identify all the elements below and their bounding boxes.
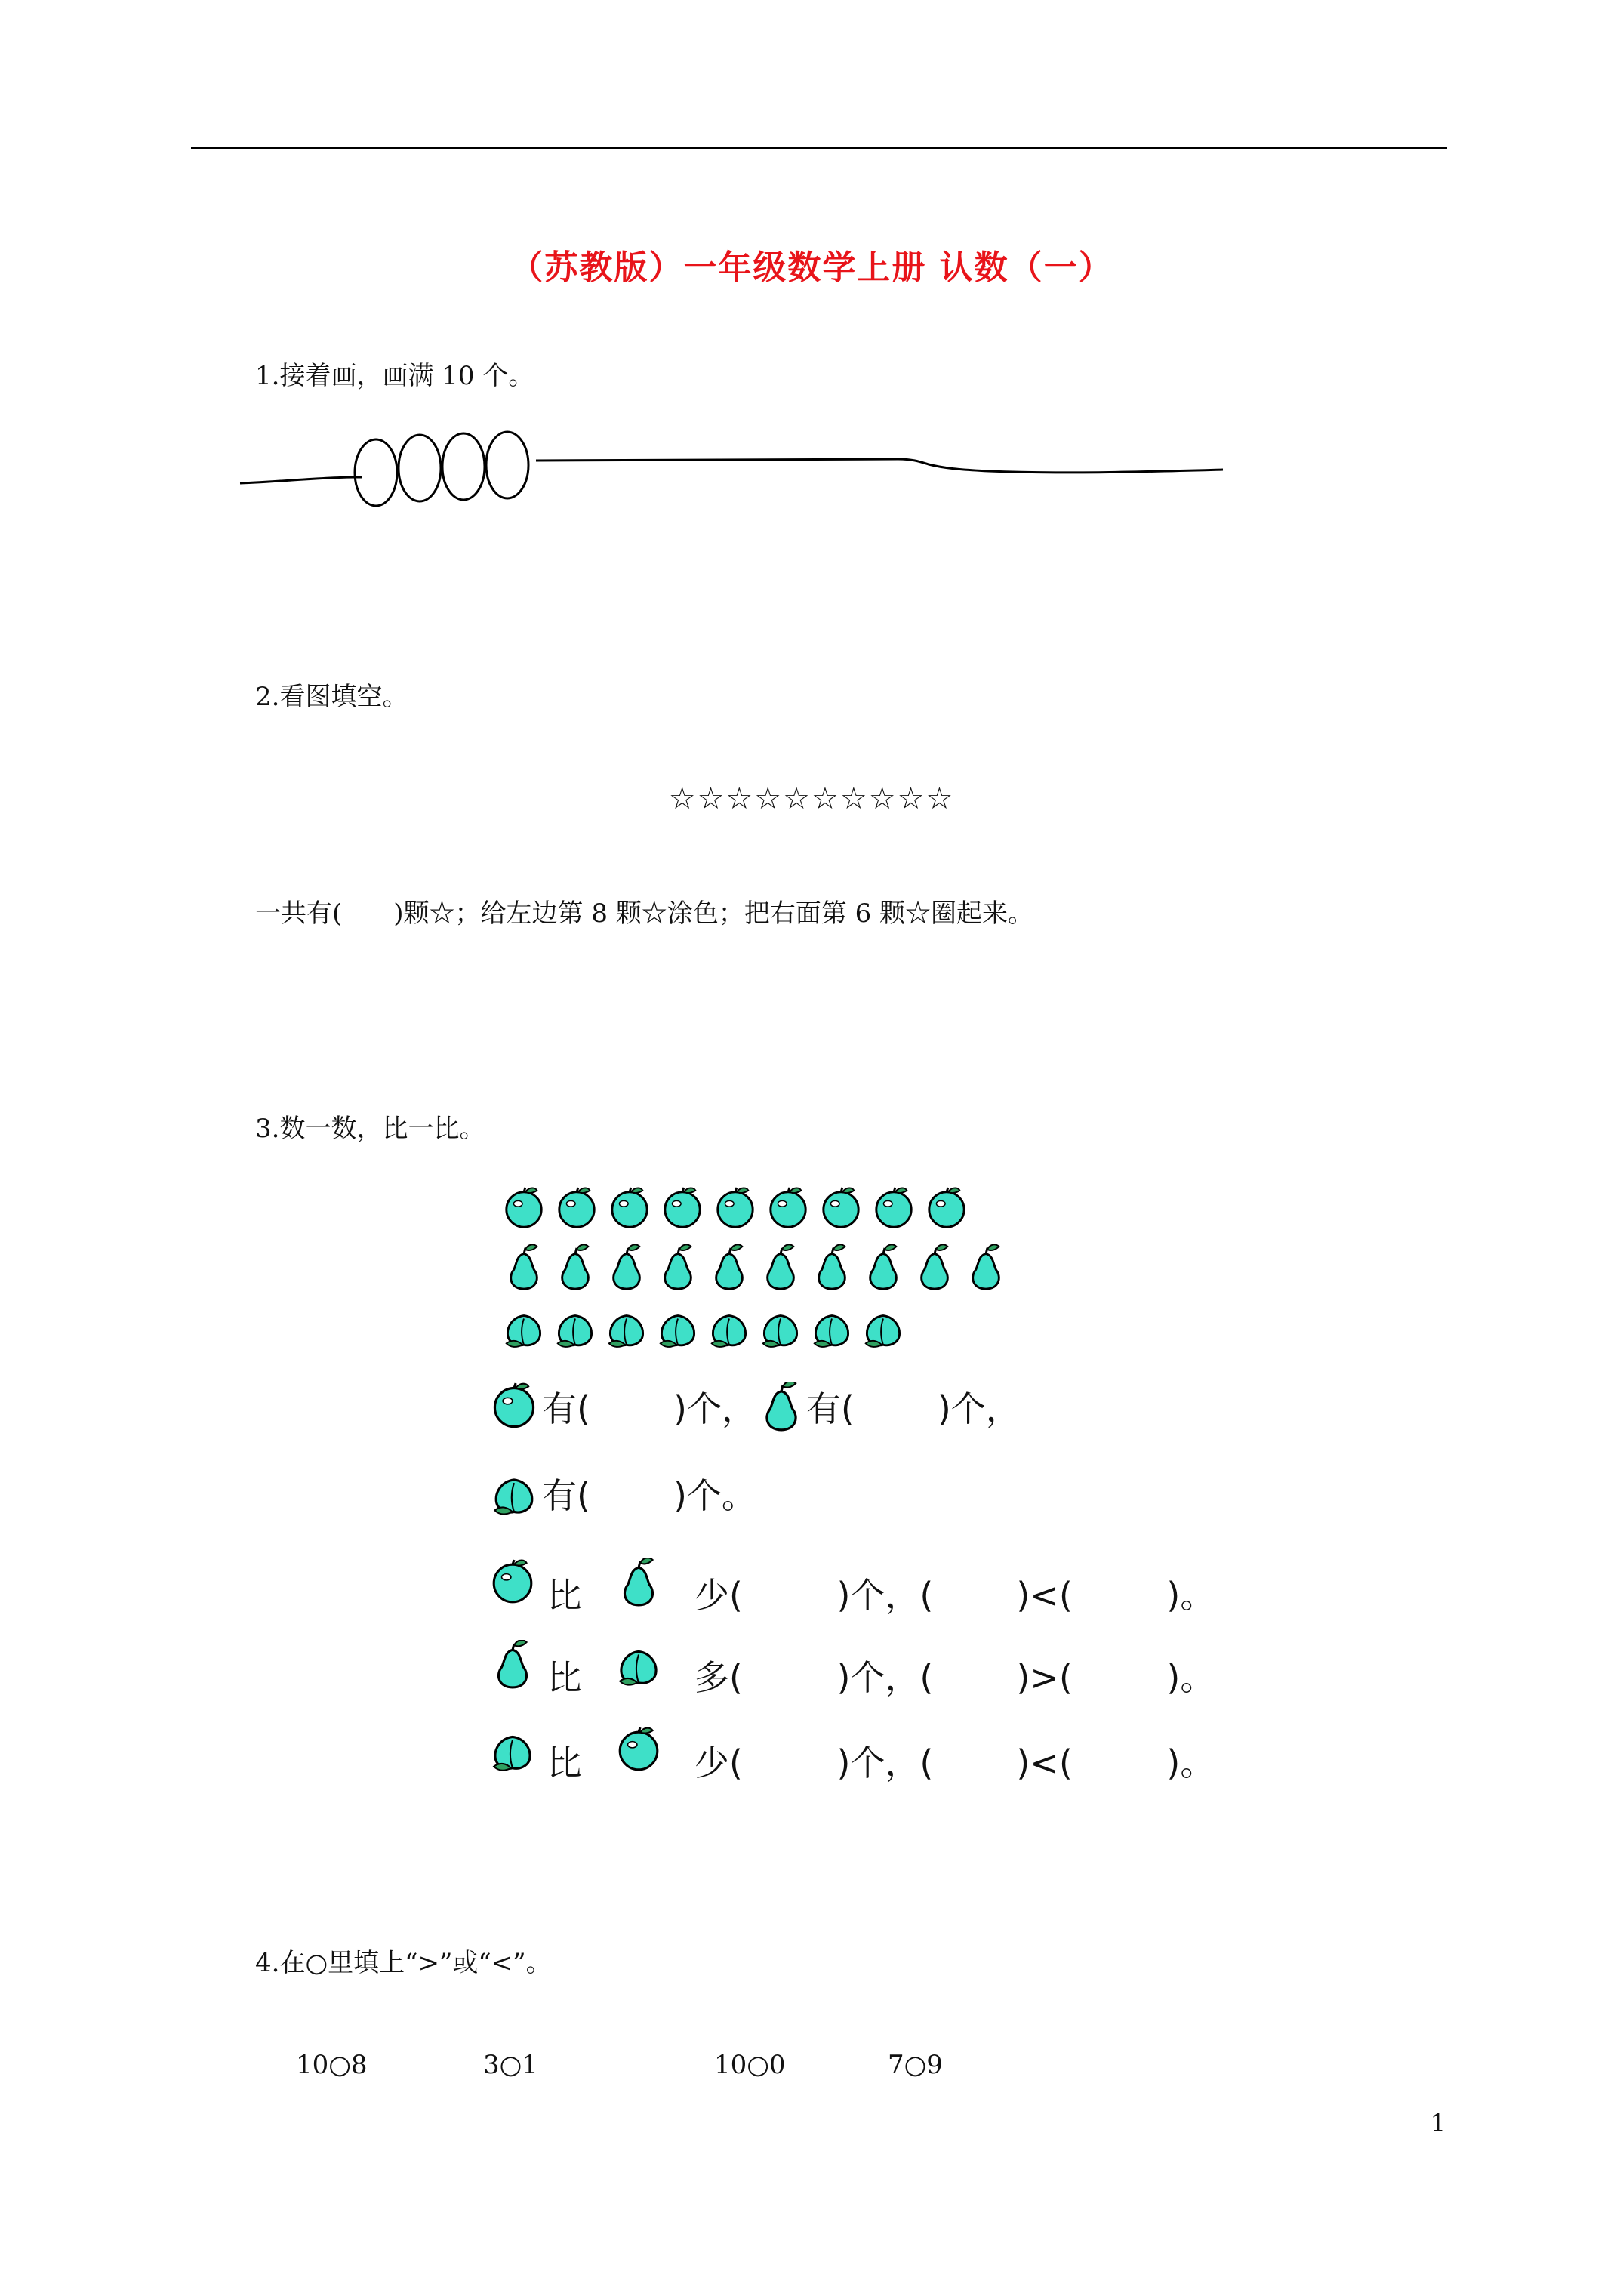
apple-icon (713, 1185, 757, 1232)
pear-icon (605, 1244, 648, 1291)
compare-line-2: 比 多( )个，( )>( )。 (489, 1640, 1215, 1700)
apple-icon (819, 1185, 863, 1232)
page-number: 1 (1430, 2109, 1446, 2137)
question-1-text: 1.接着画，画满 10 个。 (255, 361, 534, 391)
pear-icon (615, 1558, 662, 1607)
header-rule (191, 147, 1447, 149)
compare-item-3: 10○0 (714, 2050, 786, 2080)
bead-string-drawing (234, 423, 1230, 521)
apple-icon (661, 1185, 704, 1232)
bead (442, 433, 485, 500)
question-2-fill: 一共有( )颗☆；给左边第 8 颗☆涂色；把右面第 6 颗☆圈起来。 (255, 898, 1034, 929)
apple-icon (872, 1185, 916, 1232)
pear-icon (489, 1640, 536, 1690)
pear-icon (756, 1382, 806, 1432)
apple-icon (489, 1558, 536, 1607)
peach-icon (810, 1305, 854, 1351)
count-line-2: 有( )个。 (489, 1469, 756, 1527)
pear-icon (553, 1244, 597, 1291)
peach-icon (656, 1305, 700, 1351)
question-4-text: 4.在○里填上“>”或“<”。 (255, 1948, 552, 1978)
peach-icon (502, 1305, 546, 1351)
apple-icon (555, 1185, 599, 1232)
count-line-1: 有( )个， 有( )个， (489, 1382, 1021, 1440)
peach-icon (861, 1305, 905, 1351)
pear-icon (707, 1244, 751, 1291)
apple-icon (615, 1725, 662, 1775)
peach-icon (759, 1305, 802, 1351)
peach-icon (489, 1725, 536, 1775)
peach-icon (553, 1305, 597, 1351)
pear-icon (913, 1244, 956, 1291)
question-3-text: 3.数一数，比一比。 (255, 1114, 485, 1144)
apple-icon (925, 1185, 969, 1232)
compare-line-1: 比 少( )个，( )<( )。 (489, 1558, 1215, 1618)
bead (399, 435, 441, 501)
star-row: ☆☆☆☆☆☆☆☆☆☆ (668, 781, 955, 816)
compare-item-2: 3○1 (483, 2050, 538, 2080)
bead (486, 432, 528, 498)
bead (355, 439, 397, 506)
peach-icon (707, 1305, 751, 1351)
pear-icon (964, 1244, 1008, 1291)
pear-icon (502, 1244, 546, 1291)
peach-icon (489, 1469, 539, 1518)
page-title: （苏教版）一年级数学上册 认数（一） (510, 248, 1113, 287)
pear-icon (861, 1244, 905, 1291)
apple-icon (766, 1185, 810, 1232)
apple-icon (502, 1185, 546, 1232)
peach-icon (615, 1640, 662, 1690)
apple-icon (608, 1185, 651, 1232)
compare-item-1: 10○8 (296, 2050, 368, 2080)
compare-line-3: 比 少( )个，( )<( )。 (489, 1725, 1215, 1786)
pear-icon (656, 1244, 700, 1291)
pear-icon (759, 1244, 802, 1291)
question-2-text: 2.看图填空。 (255, 682, 408, 712)
apple-icon (489, 1382, 539, 1432)
pear-icon (810, 1244, 854, 1291)
peach-icon (605, 1305, 648, 1351)
compare-item-4: 7○9 (888, 2050, 943, 2080)
